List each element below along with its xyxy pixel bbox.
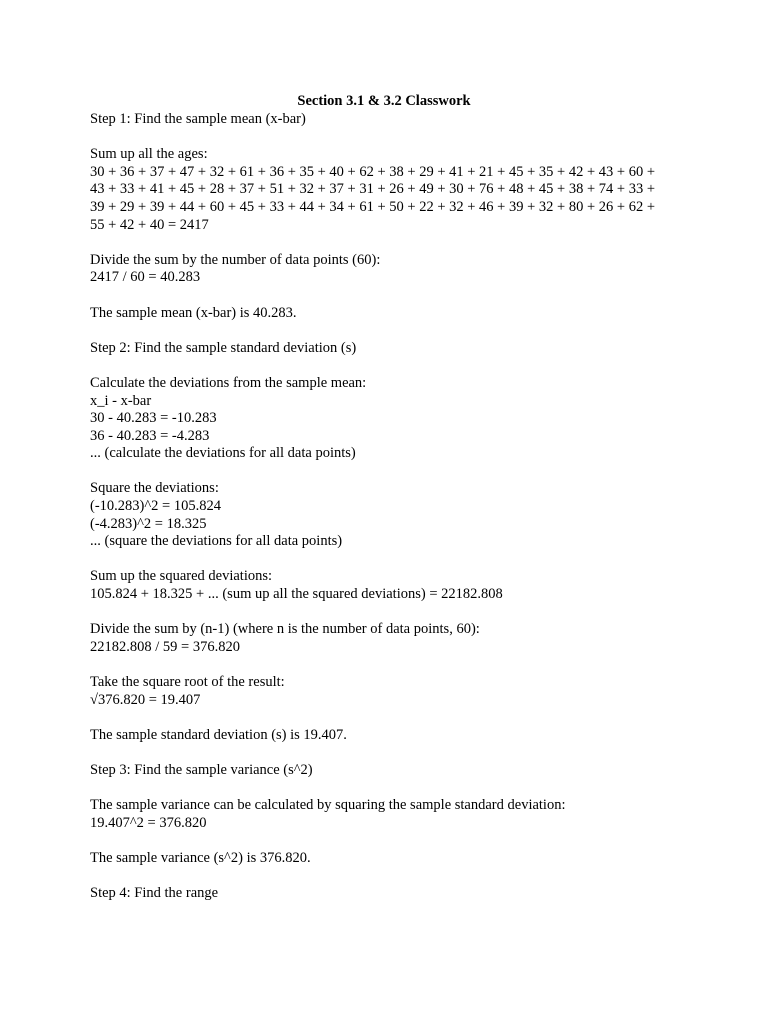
blank-line [90,287,690,305]
variance-squaring-calculation: 19.407^2 = 376.820 [90,814,207,831]
squared-example-2: (-4.283)^2 = 18.325 [90,515,207,532]
page-title: Section 3.1 & 3.2 Classwork [297,93,471,109]
blank-line [90,357,690,375]
blank-line [90,780,690,798]
document-body [90,111,690,903]
blank-line [90,832,690,850]
deviation-example-1: 30 - 40.283 = -10.283 [90,410,217,427]
squared-ellipsis: ... (square the deviations for all data points) [90,533,343,550]
blank-line [90,463,690,481]
deviation-example-2: 36 - 40.283 = -4.283 [90,427,210,444]
deviations-label: Calculate the deviations from the sample mean: [90,374,367,391]
variance-explanation: The sample variance can be calculated by squaring the sample standard deviation: [90,797,566,814]
blank-line [90,551,690,569]
mean-result: The sample mean (x-bar) is 40.283. [90,304,297,321]
ages-sum-total: 55 + 42 + 40 = 2417 [90,216,209,233]
variance-result: The sample variance (s^2) is 376.820. [90,849,311,866]
squared-example-1: (-10.283)^2 = 105.824 [90,498,221,515]
square-deviations-label: Square the deviations: [90,480,219,497]
blank-line [90,234,690,252]
deviation-formula: x_i - x-bar [90,392,152,409]
ages-sum-line-3: 39 + 29 + 39 + 44 + 60 + 45 + 33 + 44 + 34 + 61 + 50 + 22 + 32 + 46 + 39 + 32 + 80 + 26 + 62 + [90,198,655,215]
divide-sum-label: Divide the sum by the number of data points (60): [90,251,381,268]
sum-squared-label: Sum up the squared deviations: [90,568,273,585]
deviation-ellipsis: ... (calculate the deviations for all data points) [90,445,356,462]
variance-calculation: 22182.808 / 59 = 376.820 [90,638,240,655]
step-3-heading: Step 3: Find the sample variance (s^2) [90,761,313,778]
sum-squared-calculation: 105.824 + 18.325 + ... (sum up all the squared deviations) = 22182.808 [90,586,503,603]
ages-sum-line-2: 43 + 33 + 41 + 45 + 28 + 37 + 51 + 32 + 37 + 31 + 26 + 49 + 30 + 76 + 48 + 45 + 38 + 74 + 33 + [90,181,655,198]
blank-line [90,709,690,727]
blank-line [90,744,690,762]
mean-calculation: 2417 / 60 = 40.283 [90,269,201,286]
blank-line [90,868,690,886]
blank-line [90,656,690,674]
step-4-heading: Step 4: Find the range [90,885,219,902]
step-2-heading: Step 2: Find the sample standard deviation (s) [90,339,357,356]
divide-n-minus-1-label: Divide the sum by (n-1) (where n is the number of data points, 60): [90,621,480,638]
sum-ages-label: Sum up all the ages: [90,146,208,163]
square-root-calculation: √376.820 = 19.407 [90,691,201,708]
ages-sum-line-1: 30 + 36 + 37 + 47 + 32 + 61 + 36 + 35 + 40 + 62 + 38 + 29 + 41 + 21 + 45 + 35 + 42 + 43 + 60 + [90,163,655,180]
blank-line [90,322,690,340]
blank-line [90,604,690,622]
square-root-label: Take the square root of the result: [90,674,285,690]
blank-line [90,129,690,147]
std-dev-result: The sample standard deviation (s) is 19.407. [90,726,347,743]
step-1-heading: Step 1: Find the sample mean (x-bar) [90,111,306,127]
